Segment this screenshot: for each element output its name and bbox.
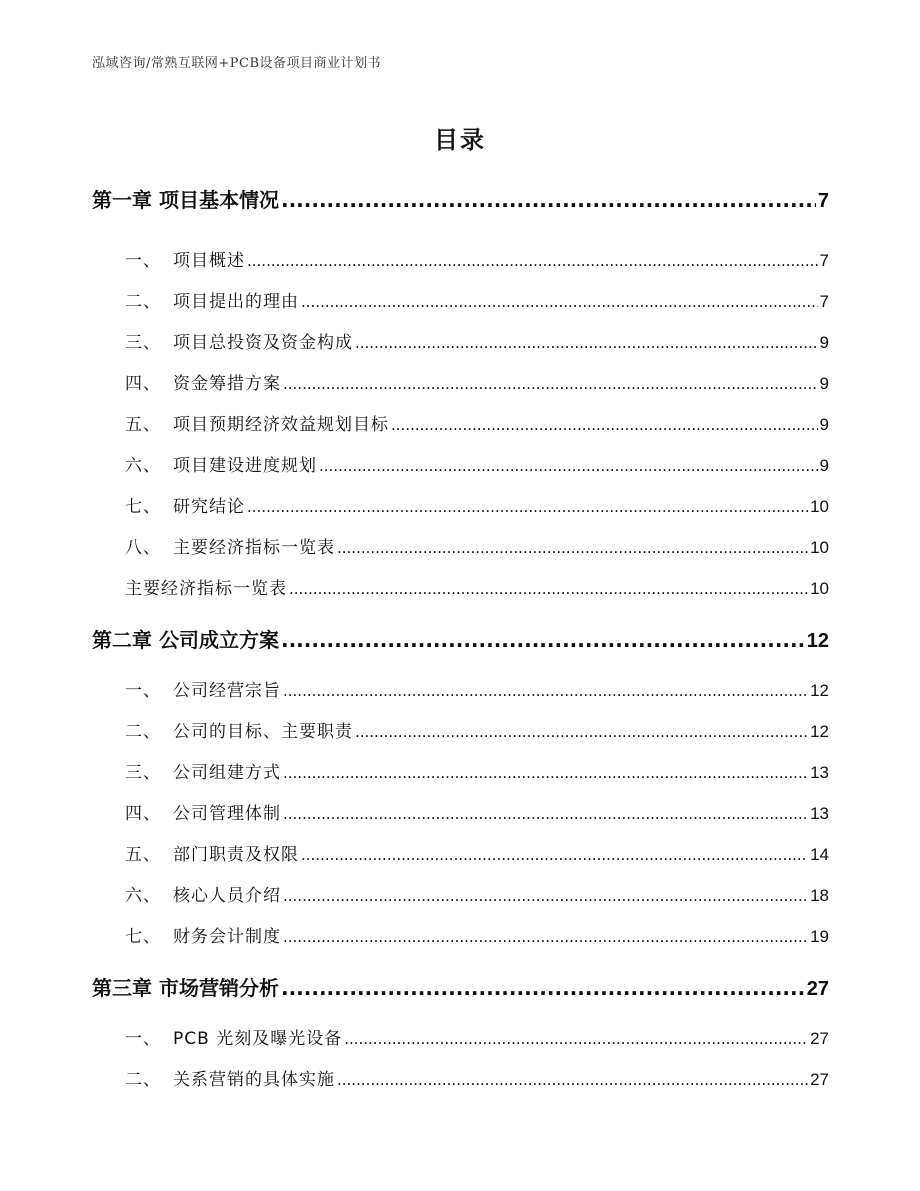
dot-leader (301, 846, 808, 864)
toc-section-number: 三、 (125, 763, 161, 783)
toc-section-number: 七、 (125, 927, 161, 947)
toc-section-number: 六、 (125, 886, 161, 906)
toc-page-number: 10 (810, 579, 829, 598)
toc-chapter-3[interactable] (92, 972, 829, 1001)
dot-leader (283, 887, 808, 905)
toc-section-number: 四、 (125, 804, 161, 824)
toc-entry-label: 主要经济指标一览表 (125, 579, 287, 599)
toc-entry-label: 财务会计制度 (173, 927, 281, 947)
toc-page-number: 12 (806, 630, 829, 652)
dot-leader (337, 539, 808, 557)
dot-leader (283, 764, 808, 782)
toc-section-2-7[interactable] (125, 922, 829, 947)
dot-leader (319, 457, 818, 475)
toc-section-number: 二、 (125, 292, 161, 312)
toc-page-number: 27 (810, 1029, 829, 1048)
toc-page-number: 10 (810, 497, 829, 516)
toc-section-number: 二、 (125, 1070, 161, 1090)
toc-entry-label: 核心人员介绍 (173, 886, 281, 906)
toc-entry-label: PCB 光刻及曝光设备 (173, 1029, 343, 1049)
toc-section-number: 六、 (125, 456, 161, 476)
toc-section-1-6[interactable] (125, 451, 829, 476)
toc-section-1-5[interactable] (125, 410, 829, 435)
toc-entry-label: 项目总投资及资金构成 (173, 333, 353, 353)
toc-page-number: 18 (810, 886, 829, 905)
toc-section-number: 八、 (125, 538, 161, 558)
toc-section-1-8[interactable] (125, 533, 829, 558)
dot-leader (289, 580, 808, 598)
toc-page-number: 10 (810, 538, 829, 557)
dot-leader (247, 498, 808, 516)
dot-leader (355, 334, 818, 352)
toc-entry-label: 公司的目标、主要职责 (173, 722, 353, 742)
toc-entry-label: 第一章 项目基本情况 (92, 188, 279, 212)
toc-section-2-5[interactable] (125, 840, 829, 865)
toc-page-number: 9 (819, 333, 829, 352)
dot-leader (283, 805, 808, 823)
toc-page-number: 7 (819, 251, 829, 270)
toc-page-number: 9 (819, 374, 829, 393)
toc-section-number: 七、 (125, 497, 161, 517)
toc-page-number: 27 (810, 1070, 829, 1089)
toc-page-number: 19 (810, 927, 829, 946)
toc-page-number: 13 (810, 763, 829, 782)
toc-entry-label: 公司经营宗旨 (173, 681, 281, 701)
toc-section-2-2[interactable] (125, 717, 829, 742)
dot-leader (283, 682, 808, 700)
toc-page-number: 27 (806, 978, 829, 1000)
toc-section-2-4[interactable] (125, 799, 829, 824)
toc-entry-label: 资金筹措方案 (173, 374, 281, 394)
dot-leader (355, 723, 808, 741)
dot-leader (247, 252, 818, 270)
toc-section-1-4[interactable] (125, 369, 829, 394)
dot-leader (283, 375, 818, 393)
toc-page-number: 9 (819, 456, 829, 475)
toc-section-2-3[interactable] (125, 758, 829, 783)
toc-table-entry[interactable] (125, 574, 829, 599)
toc-section-number: 五、 (125, 845, 161, 865)
toc-section-number: 一、 (125, 1029, 161, 1049)
toc-section-1-3[interactable] (125, 328, 829, 353)
toc-section-1-2[interactable] (125, 287, 829, 312)
toc-section-3-2[interactable] (125, 1065, 829, 1090)
toc-section-number: 二、 (125, 722, 161, 742)
toc-section-2-1[interactable] (125, 676, 829, 701)
toc-entry-label: 公司组建方式 (173, 763, 281, 783)
toc-entry-label: 项目概述 (173, 251, 245, 271)
toc-chapter-1[interactable] (92, 184, 829, 213)
dot-leader (301, 293, 818, 311)
toc-page-number: 7 (819, 292, 829, 311)
toc-entry-label: 公司管理体制 (173, 804, 281, 824)
toc-section-2-6[interactable] (125, 881, 829, 906)
dot-leader (281, 976, 805, 1000)
toc-entry-label: 第二章 公司成立方案 (92, 628, 279, 652)
toc-entry-label: 部门职责及权限 (173, 845, 299, 865)
dot-leader (337, 1071, 808, 1089)
toc-page-number: 14 (810, 845, 829, 864)
toc-entry-label: 关系营销的具体实施 (173, 1070, 335, 1090)
toc-section-1-1[interactable] (125, 246, 829, 271)
toc-section-number: 五、 (125, 415, 161, 435)
toc-section-number: 四、 (125, 374, 161, 394)
dot-leader (283, 928, 808, 946)
dot-leader (281, 188, 816, 212)
toc-title: 目录 (434, 126, 486, 154)
toc-section-1-7[interactable] (125, 492, 829, 517)
running-header: 泓域咨询/常熟互联网+PCB设备项目商业计划书 (92, 56, 382, 71)
toc-entry-label: 项目建设进度规划 (173, 456, 317, 476)
toc-chapter-2[interactable] (92, 624, 829, 653)
dot-leader (344, 1030, 808, 1048)
dot-leader (391, 416, 818, 434)
toc-entry-label: 主要经济指标一览表 (173, 538, 335, 558)
toc-entry-label: 研究结论 (173, 497, 245, 517)
toc-page-number: 12 (810, 722, 829, 741)
toc-page-number: 9 (819, 415, 829, 434)
toc-page-number: 12 (810, 681, 829, 700)
toc-entry-label: 项目提出的理由 (173, 292, 299, 312)
toc-section-number: 三、 (125, 333, 161, 353)
dot-leader (281, 628, 805, 652)
toc-page-number: 7 (817, 190, 829, 212)
toc-section-number: 一、 (125, 251, 161, 271)
toc-section-3-1[interactable] (125, 1024, 829, 1049)
toc-page-number: 13 (810, 804, 829, 823)
toc-entry-label: 项目预期经济效益规划目标 (173, 415, 389, 435)
toc-section-number: 一、 (125, 681, 161, 701)
toc-entry-label: 第三章 市场营销分析 (92, 976, 279, 1000)
